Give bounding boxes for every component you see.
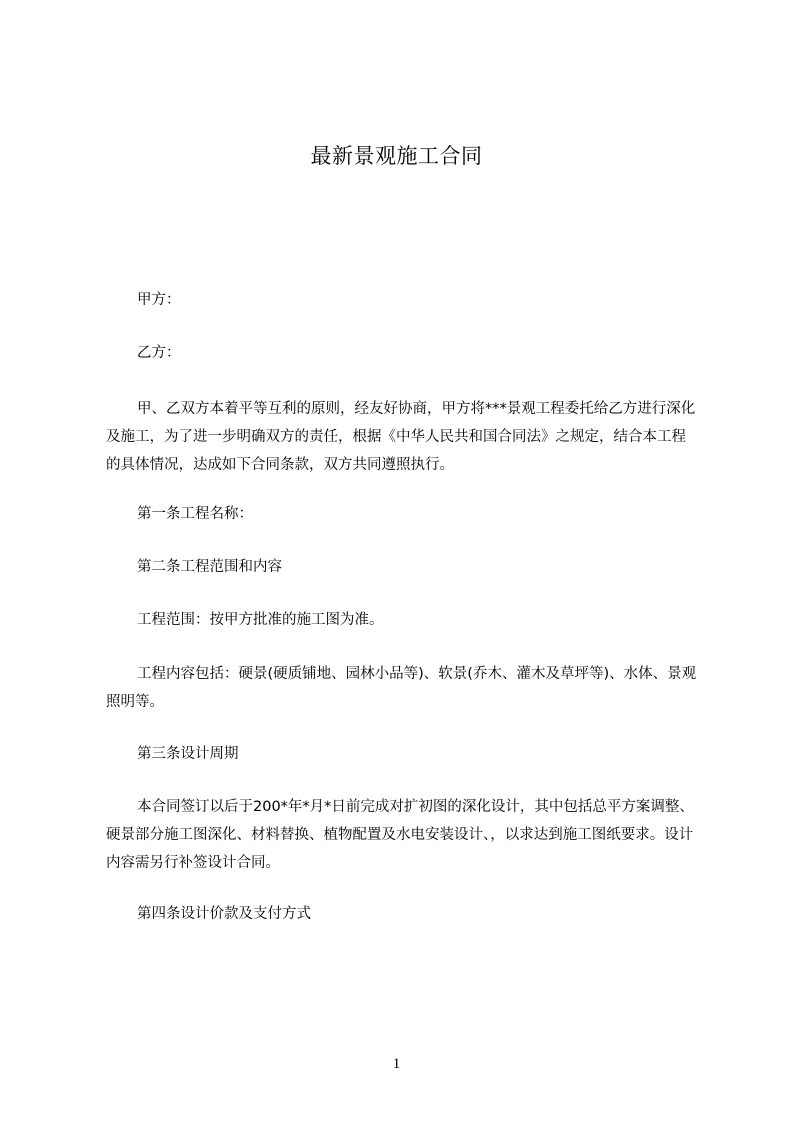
party-b-line: 乙方： — [137, 345, 181, 361]
document-title: 最新景观施工合同 — [310, 144, 483, 168]
scope-paragraph: 工程范围：按甲方批准的施工图为准。 — [137, 612, 384, 628]
article-3-heading: 第三条设计周期 — [137, 746, 239, 762]
article-1-heading: 第一条工程名称： — [137, 506, 253, 522]
intro-paragraph: 甲、乙双方本着平等互利的原则，经友好协商，甲方将***景观工程委托给乙方进行深化及施工，为了进一步明确双方的责任，根据《中华人民共和国合同法》之规定，结合本工程的具体情况，达成如下合同条款，双方共同遵照执行。 — [106, 401, 696, 473]
article-2-heading: 第二条工程范围和内容 — [137, 559, 282, 575]
party-a-line: 甲方： — [137, 292, 181, 308]
article-4-heading: 第四条设计价款及支付方式 — [137, 906, 311, 922]
design-period-paragraph: 本合同签订以后于200*年*月*日前完成对扩初图的深化设计，其中包括总平方案调整、硬景部分施工图深化、材料替换、植物配置及水电安装设计、，以求达到施工图纸要求。设计内容需另行补签设计合同。 — [106, 799, 694, 871]
page-number: 1 — [392, 1056, 401, 1072]
content-paragraph: 工程内容包括：硬景(硬质铺地、园林小品等)、软景(乔木、灌木及草坪等)、水体、景观照明等。 — [106, 666, 697, 710]
